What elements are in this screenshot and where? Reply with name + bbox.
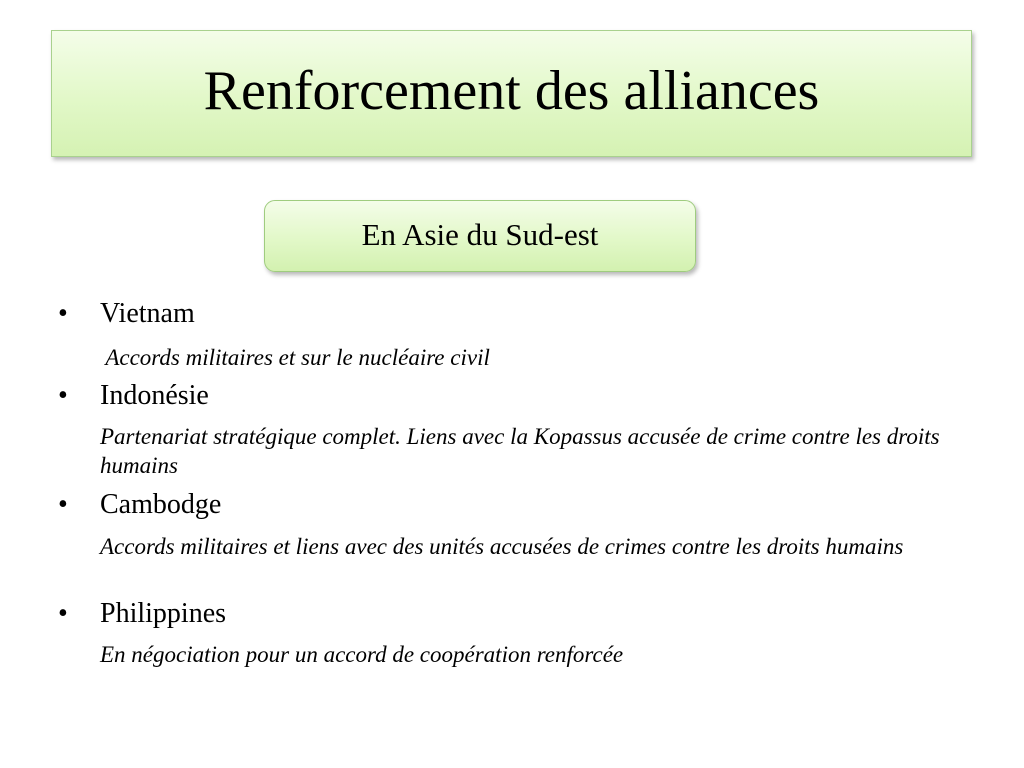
slide-subtitle: En Asie du Sud-est — [361, 216, 599, 252]
bullet-marker: • — [58, 489, 68, 520]
item-label: Cambodge — [100, 489, 222, 520]
item-description: Accords militaires et liens avec des unités accusées de crimes contre les droits humains — [100, 534, 904, 559]
item-description: Partenariat stratégique complet. Liens avec la Kopassus accusée de crime contre les droits humains — [100, 424, 940, 478]
item-label: Vietnam — [100, 298, 195, 329]
bullet-marker: • — [58, 380, 68, 411]
bullet-marker: • — [58, 598, 68, 629]
item-description: En négociation pour un accord de coopération renforcée — [100, 642, 624, 667]
item-description: Accords militaires et sur le nucléaire civil — [100, 345, 490, 370]
bullet-marker: • — [58, 298, 68, 329]
item-label: Philippines — [100, 598, 227, 629]
slide-title: Renforcement des alliances — [203, 59, 820, 122]
item-label: Indonésie — [100, 380, 209, 411]
